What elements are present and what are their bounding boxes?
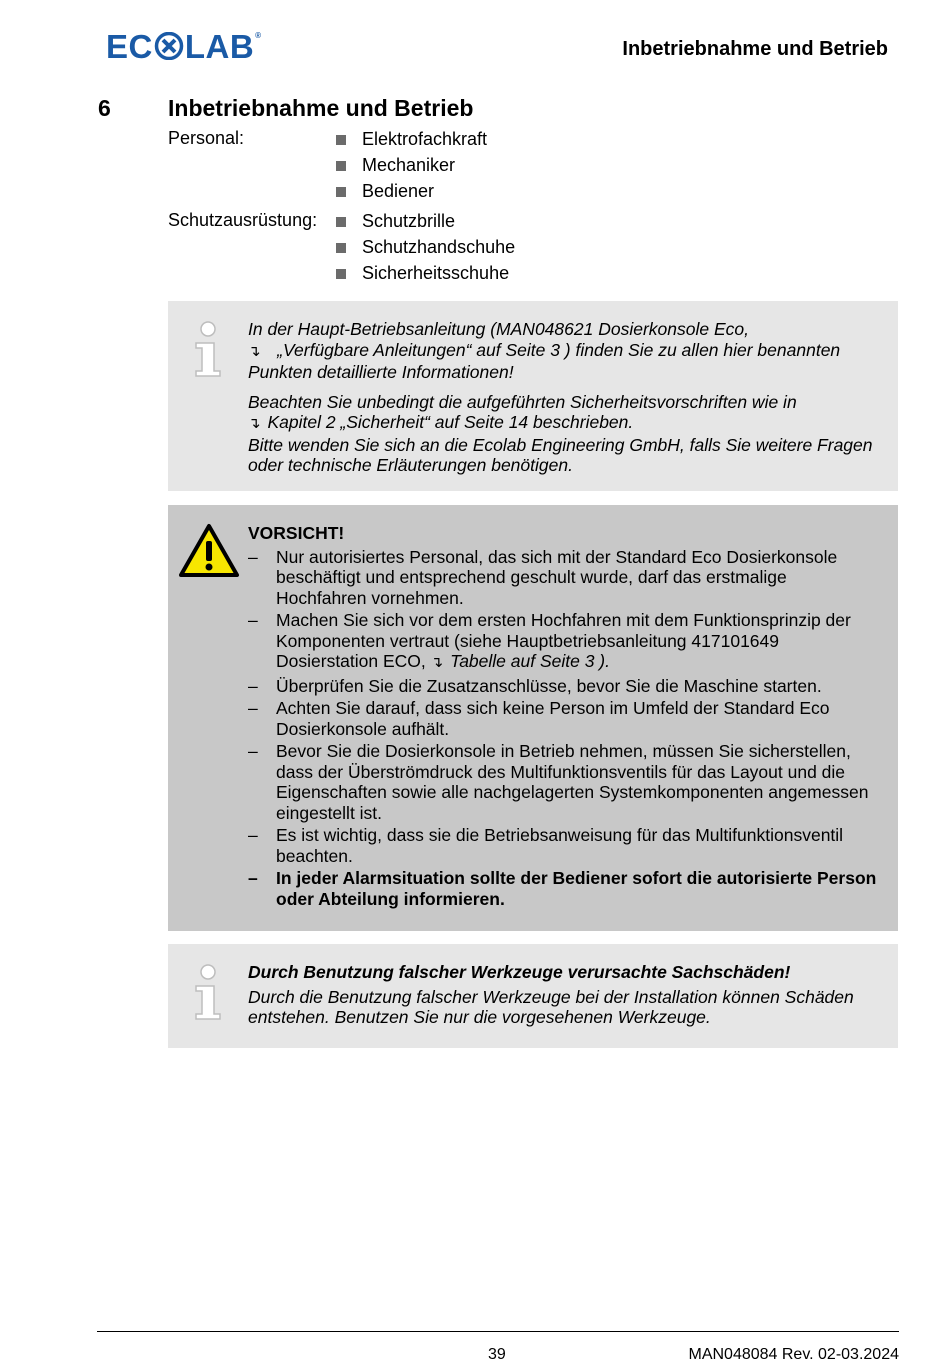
info-box: [168, 301, 898, 491]
list-item: – Machen Sie sich vor dem ersten Hochfahren mit dem Funktionsprinzip der Komponenten vertraut (siehe Hauptbetriebsanleitung 417101649 Dosierstation ECO, ↴ Tabelle auf Seite 3 ).: [248, 610, 882, 674]
caution-title: VORSICHT!: [248, 523, 345, 543]
list-item: – Es ist wichtig, dass sie die Betriebsanweisung für das Multifunktionsventil beachten.: [248, 825, 882, 866]
cross-reference-link[interactable]: „Verfügbare Anleitungen“ auf Seite 3 ): [277, 339, 571, 360]
info-box: [168, 944, 898, 1048]
caution-list: [248, 547, 882, 910]
personnel-label: Personal:: [168, 128, 245, 148]
list-item: Elektrofachkraft: [336, 128, 636, 154]
info-paragraph: Beachten Sie unbedingt die aufgeführten Sicherheitsvorschriften wie in ↴ Kapitel 2 „Sicherheit“ auf Seite 14 beschrieben.: [248, 392, 882, 435]
caution-content: [248, 523, 882, 911]
logo-cross-icon: [154, 32, 184, 60]
list-item: – Achten Sie darauf, dass sich keine Person im Umfeld der Standard Eco Dosierkonsole aufhält.: [248, 698, 882, 739]
list-item: Schutzbrille: [336, 210, 636, 236]
info-paragraph: Bitte wenden Sie sich an die Ecolab Engineering GmbH, falls Sie weitere Fragen oder technische Erläuterungen benötigen.: [248, 434, 873, 475]
protective-equipment-label: Schutzausrüstung:: [168, 210, 318, 230]
info-box-content: [248, 962, 882, 1028]
info-paragraph: In der Haupt-Betriebsanleitung (MAN048621 Dosierkonsole Eco, ↴ „Verfügbare Anleitungen“ auf Seite 3 ) finden Sie zu allen hier benannten Punkten detaillierte Informationen!: [248, 319, 841, 382]
section-heading: [98, 95, 473, 122]
page-number: 39: [488, 1346, 506, 1363]
protective-equipment-list: [336, 210, 636, 288]
document-reference: MAN048084 Rev. 02-03.2024: [688, 1346, 899, 1363]
list-item: Sicherheitsschuhe: [336, 262, 636, 288]
list-item: Schutzhandschuhe: [336, 236, 636, 262]
info-icon: [178, 319, 238, 384]
ecolab-logo: EC LAB ®: [106, 27, 262, 65]
info-box-content: [248, 319, 882, 476]
list-item: Bediener: [336, 180, 636, 206]
list-item: – In jeder Alarmsituation sollte der Bediener sofort die autorisierte Person oder Abteilung informieren.: [248, 868, 882, 909]
page-header-title: Inbetriebnahme und Betrieb: [622, 38, 888, 60]
footer-divider: [97, 1331, 899, 1332]
link-arrow-icon: ↴: [248, 415, 261, 432]
info-title: Durch Benutzung falscher Werkzeuge verursachte Sachschäden!: [248, 962, 791, 982]
list-item: – Bevor Sie die Dosierkonsole in Betrieb nehmen, müssen Sie sicherstellen, dass der Überströmdruck des Multifunktionsventils für das Layout und die Eigenschaften sowie alle nachgelagerten Systemkomponenten angemessen eingestellt ist.: [248, 741, 882, 823]
info-paragraph: Durch die Benutzung falscher Werkzeuge bei der Installation können Schäden entstehen. Benutzen Sie nur die vorgesehenen Werkzeuge.: [248, 986, 854, 1027]
cross-reference-link[interactable]: Kapitel 2 „Sicherheit“ auf Seite 14: [267, 412, 529, 432]
section-number: 6: [98, 95, 111, 121]
list-item: Mechaniker: [336, 154, 636, 180]
link-arrow-icon: ↴: [248, 342, 261, 360]
warning-triangle-icon: [178, 523, 240, 584]
cross-reference-link[interactable]: Tabelle auf Seite 3 ).: [450, 651, 610, 671]
list-item: – Überprüfen Sie die Zusatzanschlüsse, bevor Sie die Maschine starten.: [248, 676, 882, 697]
info-icon: [178, 962, 238, 1027]
list-item: – Nur autorisiertes Personal, das sich mit der Standard Eco Dosierkonsole beschäftigt und entsprechend geschult wurde, darf das erstmalige Hochfahren vornehmen.: [248, 547, 882, 609]
section-title: Inbetriebnahme und Betrieb: [168, 95, 474, 121]
personnel-list: [336, 128, 636, 206]
link-arrow-icon: ↴: [430, 654, 444, 671]
caution-box: [168, 505, 898, 931]
